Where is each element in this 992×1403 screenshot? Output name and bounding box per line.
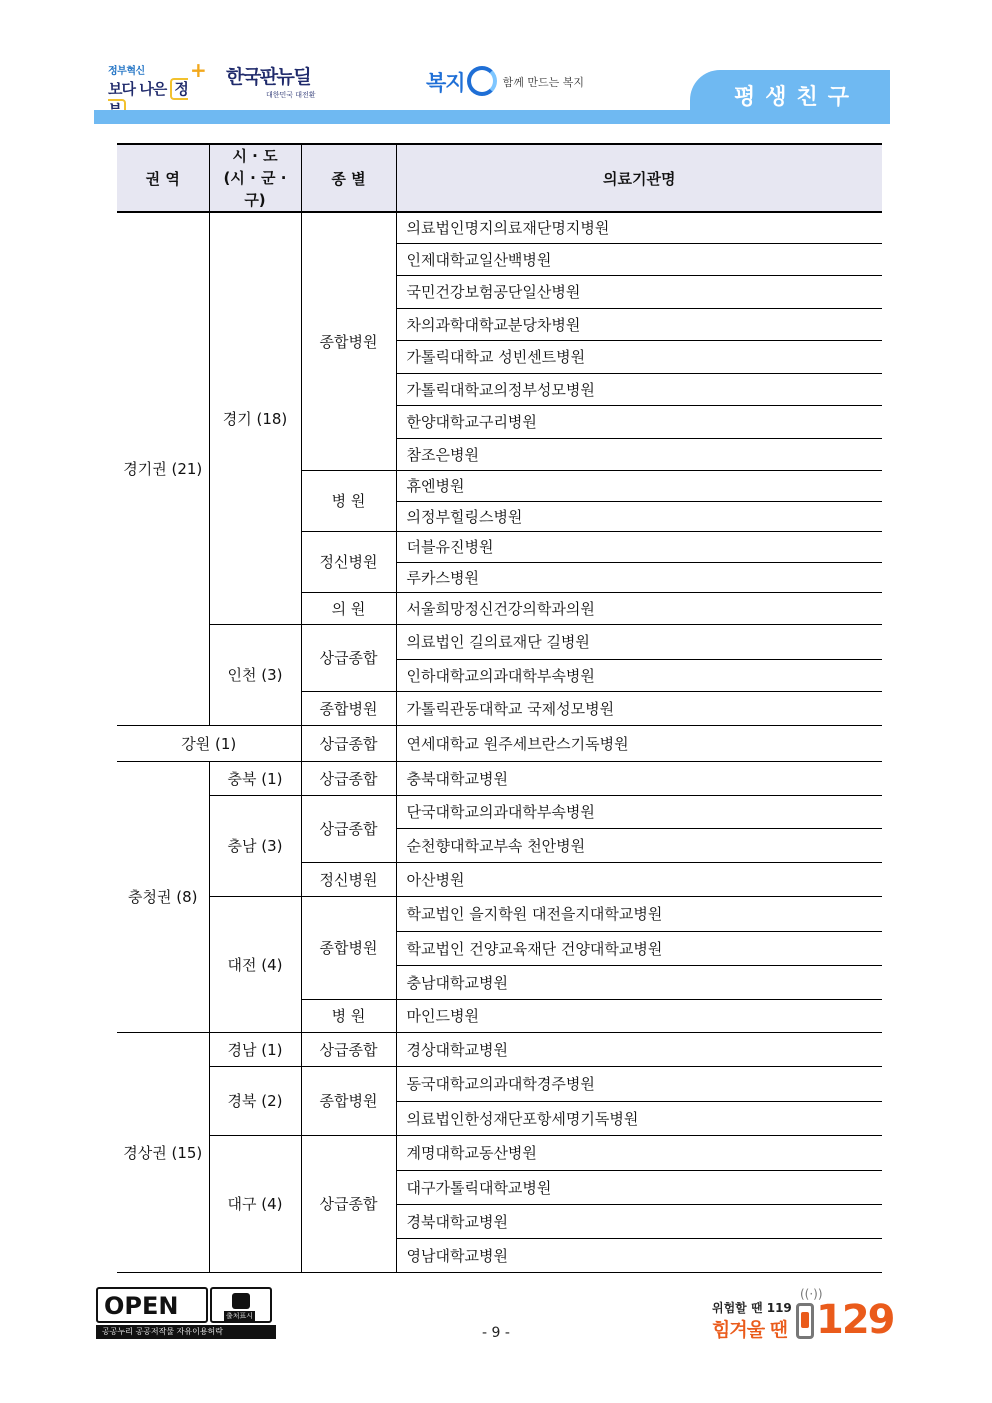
table-row <box>117 212 882 243</box>
header-institution: 의료기관명 <box>396 144 882 212</box>
type-cell: 상급종합 <box>301 725 396 761</box>
table-row <box>117 725 882 761</box>
institution-name: 충남대학교병원 <box>396 965 882 999</box>
type-cell: 정신병원 <box>301 862 396 896</box>
page-number: - 9 - <box>482 1325 510 1341</box>
phone-icon <box>796 1303 814 1339</box>
institution-name: 계명대학교동산병원 <box>396 1135 882 1170</box>
table-row <box>117 1066 882 1101</box>
institution-name: 가톨릭관동대학교 국제성모병원 <box>396 691 882 725</box>
institution-name: 순천향대학교부속 천안병원 <box>396 828 882 862</box>
institution-name: 더블유진병원 <box>396 531 882 562</box>
page-header <box>94 50 890 124</box>
institution-name: 마인드병원 <box>396 999 882 1032</box>
table-row <box>117 795 882 828</box>
header-city: 시 · 도 (시 · 군 · 구) <box>209 144 301 212</box>
institution-name: 아산병원 <box>396 862 882 896</box>
city-cell: 대구 (4) <box>209 1135 301 1272</box>
city-cell: 경북 (2) <box>209 1066 301 1135</box>
institution-name: 한양대학교구리병원 <box>396 405 882 438</box>
open-caption: 공공누리 공공저작물 자유이용허락 <box>96 1325 276 1339</box>
gov-innovation-main-a: 보다 나은 <box>108 80 171 98</box>
gov-innovation-main-b: 정 <box>108 78 188 121</box>
city-cell: 충북 (1) <box>209 761 301 795</box>
city-cell: 경남 (1) <box>209 1032 301 1066</box>
hotline-number: 129 <box>816 1297 894 1343</box>
type-cell: 종합병원 <box>301 896 396 999</box>
bokjiro-logo <box>426 66 616 102</box>
type-cell: 종합병원 <box>301 691 396 725</box>
type-cell: 상급종합 <box>301 1032 396 1066</box>
city-cell: 인천 (3) <box>209 624 301 725</box>
type-cell: 종합병원 <box>301 1066 396 1135</box>
medical-institution-table <box>117 143 882 1273</box>
institution-name: 참조은병원 <box>396 438 882 470</box>
region-cell: 강원 (1) <box>117 725 301 761</box>
institution-name: 의료법인한성재단포항세명기독병원 <box>396 1101 882 1135</box>
region-cell: 경기권 (21) <box>117 212 209 725</box>
type-cell: 병 원 <box>301 999 396 1032</box>
city-cell: 대전 (4) <box>209 896 301 1032</box>
institution-name: 경상대학교병원 <box>396 1032 882 1066</box>
header-region: 권 역 <box>117 144 209 212</box>
hotline-129-logo <box>712 1285 902 1345</box>
institution-name: 서울희망정신건강의학과의원 <box>396 592 882 624</box>
korean-new-deal-logo <box>226 62 336 106</box>
new-deal-subtitle: 대한민국 대전환 <box>266 91 316 99</box>
person-icon <box>232 1293 250 1309</box>
attribution-label: 출처표시 <box>226 1312 254 1320</box>
type-cell: 상급종합 <box>301 1135 396 1272</box>
hotline-top-text: 위험할 땐 119 <box>712 1301 792 1315</box>
open-word: OPEN <box>104 1292 179 1320</box>
institution-name: 차의과학대학교분당차병원 <box>396 308 882 340</box>
institution-name: 동국대학교의과대학경주병원 <box>396 1066 882 1101</box>
bokjiro-word: 복지 <box>426 71 465 95</box>
institution-name: 가톨릭대학교 성빈센트병원 <box>396 340 882 373</box>
institution-name: 충북대학교병원 <box>396 761 882 795</box>
region-cell: 충청권 (8) <box>117 761 209 1032</box>
type-cell: 종합병원 <box>301 212 396 470</box>
institution-name: 의료법인명지의료재단명지병원 <box>396 212 882 243</box>
institution-name: 대구가톨릭대학교병원 <box>396 1170 882 1204</box>
table-header-row <box>117 144 882 212</box>
table-row <box>117 896 882 931</box>
bokjiro-ring-icon <box>467 66 497 96</box>
type-cell: 병 원 <box>301 470 396 531</box>
new-deal-title: 한국판뉴딜 <box>226 66 311 88</box>
region-cell: 경상권 (15) <box>117 1032 209 1272</box>
institution-name: 가톨릭대학교의정부성모병원 <box>396 373 882 405</box>
type-cell: 상급종합 <box>301 761 396 795</box>
city-cell: 충남 (3) <box>209 795 301 896</box>
institution-name: 루카스병원 <box>396 562 882 592</box>
type-cell: 정신병원 <box>301 531 396 592</box>
table-row <box>117 624 882 659</box>
institution-name: 인제대학교일산백병원 <box>396 243 882 275</box>
header-tag-text: 평생친구 <box>734 85 860 110</box>
institution-name: 경북대학교병원 <box>396 1204 882 1238</box>
institution-name: 인하대학교의과대학부속병원 <box>396 659 882 691</box>
institution-name: 영남대학교병원 <box>396 1238 882 1272</box>
type-cell: 상급종합 <box>301 624 396 691</box>
gov-innovation-logo <box>108 58 207 106</box>
type-cell: 의 원 <box>301 592 396 624</box>
city-cell: 경기 (18) <box>209 212 301 624</box>
plus-icon: + <box>190 58 207 82</box>
institution-name: 휴엔병원 <box>396 470 882 501</box>
bokjiro-slogan: 함께 만드는 복지 <box>502 76 584 89</box>
gov-innovation-small: 정부혁신 <box>108 66 145 77</box>
institution-name: 의정부힐링스병원 <box>396 501 882 531</box>
signal-icon: ((·)) <box>800 1287 823 1301</box>
institution-name: 학교법인 을지학원 대전을지대학교병원 <box>396 896 882 931</box>
institution-name: 학교법인 건양교육재단 건양대학교병원 <box>396 931 882 965</box>
institution-name: 의료법인 길의료재단 길병원 <box>396 624 882 659</box>
institution-name: 단국대학교의과대학부속병원 <box>396 795 882 828</box>
type-cell: 상급종합 <box>301 795 396 862</box>
table-row <box>117 1032 882 1066</box>
attribution-badge <box>210 1287 272 1323</box>
table-row <box>117 761 882 795</box>
institution-name: 국민건강보험공단일산병원 <box>396 275 882 308</box>
institution-name: 연세대학교 원주세브란스기독병원 <box>396 725 882 761</box>
hotline-bottom-text: 힘겨울 땐 <box>712 1319 788 1341</box>
header-type: 종 별 <box>301 144 396 212</box>
table-row <box>117 1135 882 1170</box>
